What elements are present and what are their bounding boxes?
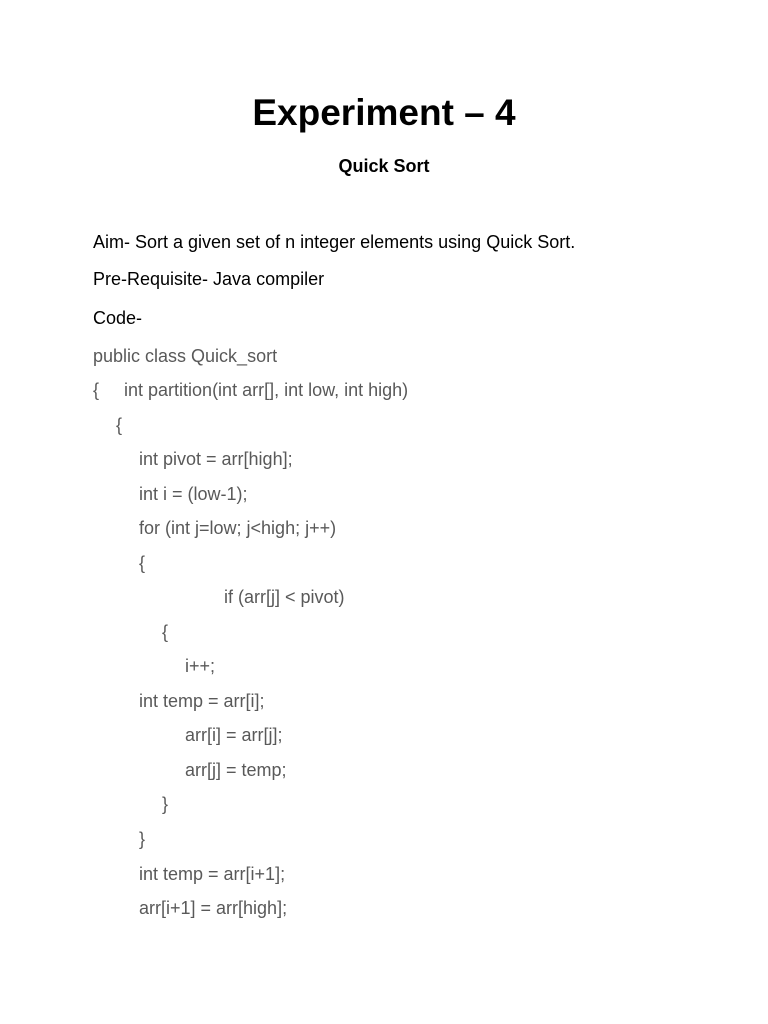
code-line: int i = (low-1); (139, 484, 248, 504)
code-line: int temp = arr[i]; (139, 691, 265, 711)
code-heading: Code- (93, 308, 143, 328)
code-line: for (int j=low; j<high; j++) (139, 518, 337, 538)
code-line: arr[i] = arr[j]; (185, 725, 283, 745)
code-line: int pivot = arr[high]; (139, 449, 293, 469)
code-line: } (162, 794, 169, 814)
code-line: public class Quick_sort (93, 346, 278, 366)
code-line: arr[i+1] = arr[high]; (139, 898, 288, 918)
code-line: int temp = arr[i+1]; (139, 864, 286, 884)
code-line: { (116, 415, 123, 435)
code-line: arr[j] = temp; (185, 760, 287, 780)
code-line: if (arr[j] < pivot) (224, 587, 345, 607)
aim-text: Aim- Sort a given set of n integer elements using Quick Sort. (93, 232, 576, 252)
document-title: Experiment – 4 (252, 92, 516, 133)
code-line: { int partition(int arr[], int low, int high) (93, 380, 409, 400)
document-subtitle: Quick Sort (338, 156, 430, 176)
code-line: i++; (185, 656, 216, 676)
code-line: } (139, 829, 146, 849)
prerequisite-text: Pre-Requisite- Java compiler (93, 269, 325, 289)
code-line: { (162, 622, 169, 642)
code-line: { (139, 553, 146, 573)
